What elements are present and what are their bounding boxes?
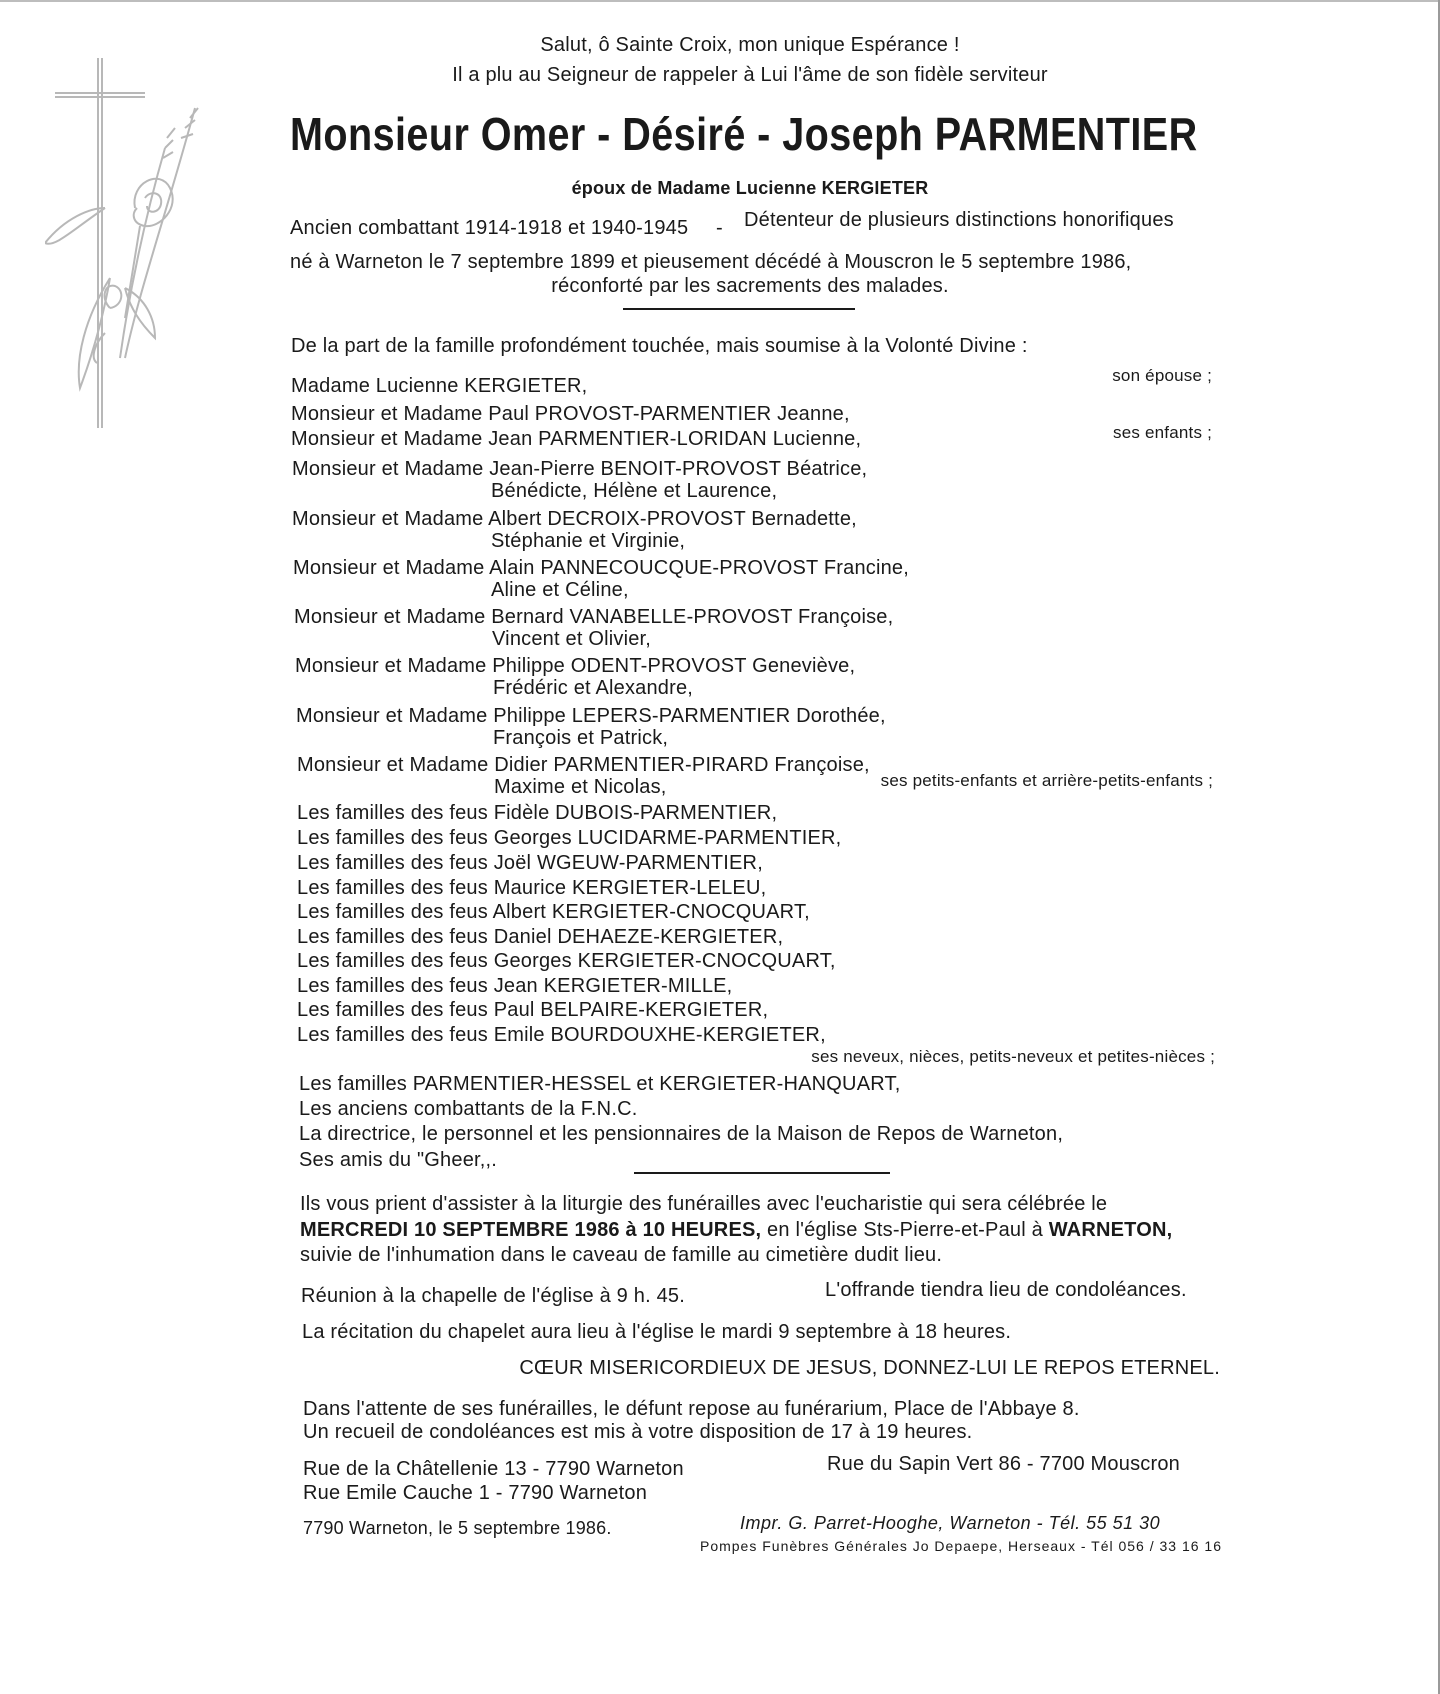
relation-nephews: ses neveux, nièces, petits-neveux et petites-nièces ;: [811, 1047, 1215, 1066]
relation-spouse: son épouse ;: [1112, 366, 1212, 385]
grandchild-names: Frédéric et Alexandre,: [493, 677, 694, 699]
grandchild-family: Monsieur et Madame Bernard VANABELLE-PROVOST Françoise,: [294, 606, 894, 628]
deceased-name: Monsieur Omer - Désiré - Joseph PARMENTIER: [290, 108, 1198, 160]
extended-family: Les familles des feus Fidèle DUBOIS-PARMENTIER,: [297, 802, 778, 824]
address-3: Rue Emile Cauche 1 - 7790 Warneton: [303, 1482, 648, 1504]
offering-line: L'offrande tiendra lieu de condoléances.: [825, 1279, 1187, 1301]
care-home-line: La directrice, le personnel et les pensionnaires de la Maison de Repos de Warneton,: [299, 1123, 1064, 1145]
veteran-service: Ancien combattant 1914-1918 et 1940-1945: [290, 217, 689, 239]
extended-family: Les familles des feus Joël WGEUW-PARMENTIER,: [297, 852, 763, 874]
other-family: Les familles PARMENTIER-HESSEL et KERGIETER-HANQUART,: [299, 1073, 901, 1095]
grandchild-family: Monsieur et Madame Philippe LEPERS-PARMENTIER Dorothée,: [296, 705, 886, 727]
birth-death-line: né à Warneton le 7 septembre 1899 et pieusement décédé à Mouscron le 5 septembre 1986,: [290, 251, 1132, 273]
divider-1: [623, 308, 855, 310]
grandchild-family: Monsieur et Madame Jean-Pierre BENOIT-PROVOST Béatrice,: [292, 458, 868, 480]
grandchild-names: François et Patrick,: [493, 727, 669, 749]
notice-date: 7790 Warneton, le 5 septembre 1986.: [303, 1518, 612, 1538]
extended-family: Les familles des feus Paul BELPAIRE-KERGIETER,: [297, 999, 769, 1021]
child-entry: Monsieur et Madame Jean PARMENTIER-LORIDAN Lucienne,: [291, 428, 862, 450]
child-entry: Monsieur et Madame Paul PROVOST-PARMENTIER Jeanne,: [291, 403, 850, 425]
funeral-home-credit: Pompes Funèbres Générales Jo Depaepe, Herseaux - Tél 056 / 33 16 16: [699, 1538, 1222, 1554]
funerarium-line: Dans l'attente de ses funérailles, le défunt repose au funérarium, Place de l'Abbaye 8.: [303, 1398, 1080, 1420]
family-intro: De la part de la famille profondément touchée, mais soumise à la Volonté Divine :: [291, 335, 1028, 357]
grandchild-names: Vincent et Olivier,: [492, 628, 652, 650]
address-1: Rue de la Châtellenie 13 - 7790 Warneton: [303, 1458, 684, 1480]
opening-prayer: Salut, ô Sainte Croix, mon unique Espérance !: [540, 34, 960, 56]
friends-line: Ses amis du "Gheer,,.: [299, 1149, 498, 1171]
grandchild-names: Stéphanie et Virginie,: [491, 530, 686, 552]
grandchild-names: Maxime et Nicolas,: [494, 776, 667, 798]
honors-line: Détenteur de plusieurs distinctions honorifiques: [744, 209, 1174, 231]
church-name: en l'église Sts-Pierre-et-Paul à: [761, 1219, 1049, 1241]
ceremony-date-line: [300, 1218, 1172, 1242]
cross-with-rose-icon: [45, 58, 215, 438]
grandchild-family: Monsieur et Madame Didier PARMENTIER-PIRARD Françoise,: [297, 754, 870, 776]
extended-family: Les familles des feus Maurice KERGIETER-LELEU,: [297, 877, 767, 899]
address-2: Rue du Sapin Vert 86 - 7700 Mouscron: [827, 1453, 1180, 1475]
grandchild-names: Bénédicte, Hélène et Laurence,: [491, 480, 778, 502]
grandchild-family: Monsieur et Madame Philippe ODENT-PROVOST Geneviève,: [295, 655, 856, 677]
ceremony-date: MERCREDI 10 SEPTEMBRE 1986 à 10 HEURES,: [300, 1219, 762, 1241]
scan-edge-top: [0, 0, 1440, 2]
grandchild-family: Monsieur et Madame Albert DECROIX-PROVOST Bernadette,: [292, 508, 857, 530]
relation-children: ses enfants ;: [1113, 423, 1212, 442]
sacraments-line: réconforté par les sacrements des malades.: [551, 275, 949, 297]
extended-family: Les familles des feus Georges LUCIDARME-PARMENTIER,: [297, 827, 842, 849]
veteran-separator: -: [716, 217, 723, 239]
extended-family: Les familles des feus Jean KERGIETER-MILLE,: [297, 975, 733, 997]
extended-family: Les familles des feus Albert KERGIETER-CNOCQUART,: [297, 901, 810, 923]
relation-grandchildren: ses petits-enfants et arrière-petits-enfants ;: [880, 771, 1213, 790]
burial-line: suivie de l'inhumation dans le caveau de famille au cimetière dudit lieu.: [300, 1244, 943, 1266]
extended-family: Les familles des feus Daniel DEHAEZE-KERGIETER,: [297, 926, 784, 948]
wife-name: Madame Lucienne KERGIETER,: [291, 375, 588, 397]
grandchild-names: Aline et Céline,: [491, 579, 629, 601]
ceremony-place: WARNETON,: [1048, 1219, 1173, 1241]
extended-family: Les familles des feus Georges KERGIETER-CNOCQUART,: [297, 950, 836, 972]
grandchild-family: Monsieur et Madame Alain PANNECOUCQUE-PROVOST Francine,: [293, 557, 910, 579]
spouse-line: époux de Madame Lucienne KERGIETER: [571, 178, 929, 198]
announcement-line: Il a plu au Seigneur de rappeler à Lui l'âme de son fidèle serviteur: [452, 64, 1048, 86]
closing-prayer: CŒUR MISERICORDIEUX DE JESUS, DONNEZ-LUI LE REPOS ETERNEL.: [519, 1357, 1220, 1379]
rosary-line: La récitation du chapelet aura lieu à l'église le mardi 9 septembre à 18 heures.: [302, 1321, 1012, 1343]
printer-credit: Impr. G. Parret-Hooghe, Warneton - Tél. 55 51 30: [740, 1513, 1161, 1533]
divider-2: [634, 1172, 890, 1174]
meeting-line: Réunion à la chapelle de l'église à 9 h. 45.: [301, 1285, 685, 1307]
veterans-line: Les anciens combattants de la F.N.C.: [299, 1098, 638, 1120]
extended-family: Les familles des feus Emile BOURDOUXHE-KERGIETER,: [297, 1024, 826, 1046]
condolences-register: Un recueil de condoléances est mis à votre disposition de 17 à 19 heures.: [303, 1421, 973, 1443]
ceremony-invitation: Ils vous prient d'assister à la liturgie des funérailles avec l'eucharistie qui sera célébrée le: [300, 1193, 1108, 1215]
